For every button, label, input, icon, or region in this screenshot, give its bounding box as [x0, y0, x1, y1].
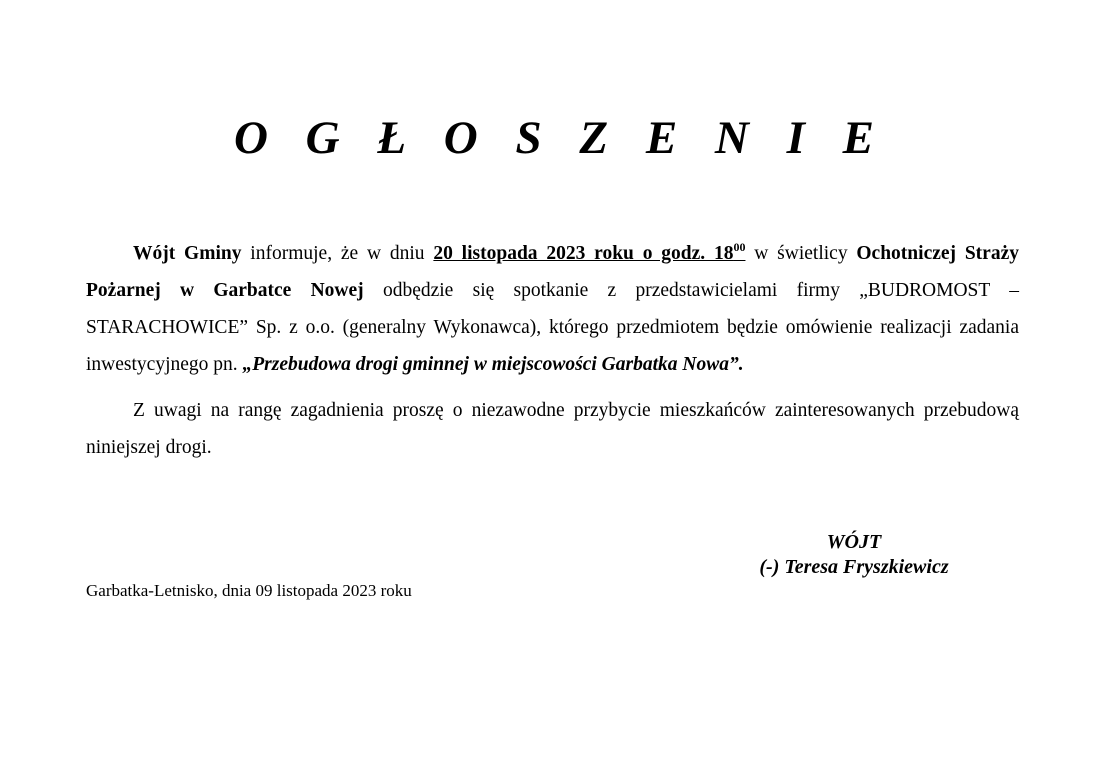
meeting-date-text: 20 listopada 2023 roku o godz. 18: [433, 243, 734, 264]
signature-block: [736, 530, 972, 580]
meeting-date-time: [433, 240, 746, 264]
announcement-paragraph-2: Z uwagi na rangę zagadnienia proszę o niezawodne przybycie mieszkańców zainteresowanych przebudową niniejszej drogi.: [86, 400, 1019, 458]
place-and-date: Garbatka-Letnisko, dnia 09 listopada 2023 roku: [86, 581, 412, 600]
announcement-paragraph-1: [86, 235, 1019, 383]
meeting-time-minutes: 00: [733, 240, 746, 254]
subject-text: Wójt Gminy: [133, 243, 242, 264]
paragraph-1-text-2: w świetlicy: [745, 243, 857, 264]
meeting-venue: Ochotniczej Straży Pożarnej w Garbatce Nowej: [86, 243, 1019, 301]
document-title: O G Ł O S Z E N I E: [233, 112, 888, 164]
paragraph-1-text-3: odbędzie się spotkanie z przedstawicielami firmy „BUDROMOST – STARACHOWICE” Sp. z o.o. (generalny Wykonawca), którego przedmiotem będzie omówienie realizacji zadania inwestycyjnego pn.: [86, 280, 1019, 375]
signature-role: WÓJT: [826, 531, 882, 553]
signature-name: (-) Teresa Fryszkiewicz: [759, 556, 949, 578]
paragraph-1-text-1: informuje, że w dniu: [241, 243, 434, 264]
project-name: „Przebudowa drogi gminnej w miejscowości Garbatka Nowa”.: [242, 354, 744, 375]
